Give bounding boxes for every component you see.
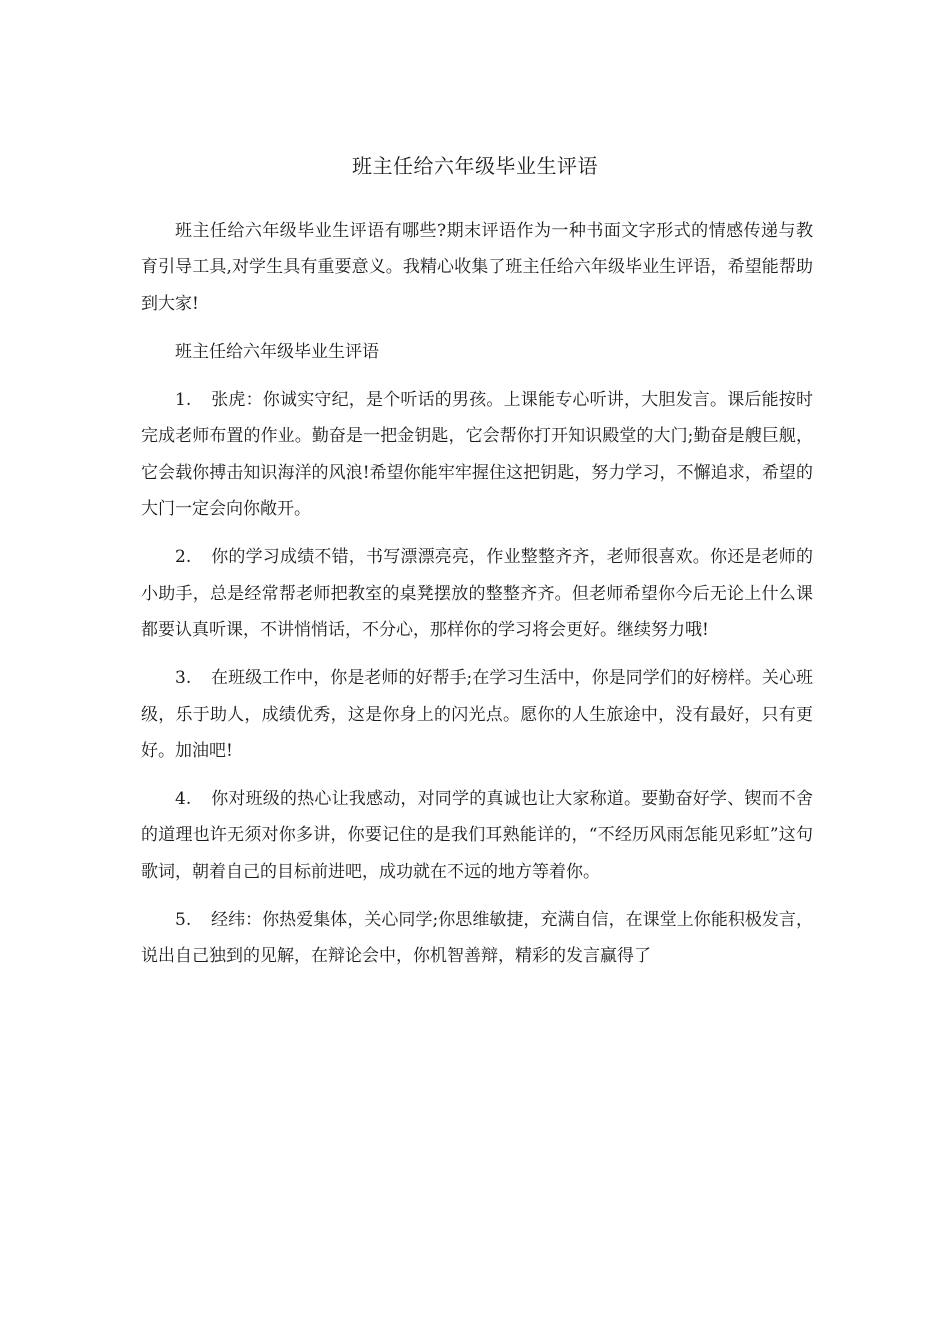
item-number: 1.: [175, 390, 192, 411]
item-number: 4.: [175, 789, 192, 810]
comment-item-2: [141, 539, 813, 648]
document-title: 班主任给六年级毕业生评语: [352, 154, 598, 178]
comment-item-5: [141, 902, 813, 975]
section-heading: 班主任给六年级毕业生评语: [175, 341, 379, 362]
comment-item-3: [141, 660, 813, 769]
item-text: 你对班级的热心让我感动，对同学的真诚也让大家称道。要勤奋好学、锲而不舍的道理也许无须对你多讲，你要记住的是我们耳熟能详的，“不经历风雨怎能见彩虹”这句歌词，朝着自己的目标前进吧，成功就在不远的地方等着你。: [141, 789, 813, 882]
item-number: 2.: [175, 547, 192, 568]
item-number: 3.: [175, 668, 192, 689]
item-text: 你的学习成绩不错，书写漂漂亮亮，作业整整齐齐，老师很喜欢。你还是老师的小助手，总是经常帮老师把教室的桌凳摆放的整整齐齐。但老师希望你今后无论上什么课都要认真听课，不讲悄悄话，不分心，那样你的学习将会更好。继续努力哦!: [141, 547, 813, 640]
item-text: 经纬：你热爱集体，关心同学;你思维敏捷，充满自信，在课堂上你能积极发言，说出自己独到的见解，在辩论会中，你机智善辩，精彩的发言赢得了: [141, 910, 813, 967]
comment-item-1: [141, 382, 813, 527]
intro-paragraph: 班主任给六年级毕业生评语有哪些?期末评语作为一种书面文字形式的情感传递与教育引导工具,对学生具有重要意义。我精心收集了班主任给六年级毕业生评语，希望能帮助到大家!: [141, 221, 813, 314]
item-number: 5.: [175, 910, 192, 931]
comment-item-4: [141, 781, 813, 890]
document-body: [141, 213, 813, 987]
item-text: 在班级工作中，你是老师的好帮手;在学习生活中，你是同学们的好榜样。关心班级，乐于助人，成绩优秀，这是你身上的闪光点。愿你的人生旅途中，没有最好，只有更好。加油吧!: [141, 668, 813, 761]
item-text: 张虎：你诚实守纪，是个听话的男孩。上课能专心听讲，大胆发言。课后能按时完成老师布置的作业。勤奋是一把金钥匙，它会帮你打开知识殿堂的大门;勤奋是艘巨舰，它会载你搏击知识海洋的风浪!希望你能牢牢握住这把钥匙，努力学习，不懈追求，希望的大门一定会向你敞开。: [141, 390, 813, 520]
